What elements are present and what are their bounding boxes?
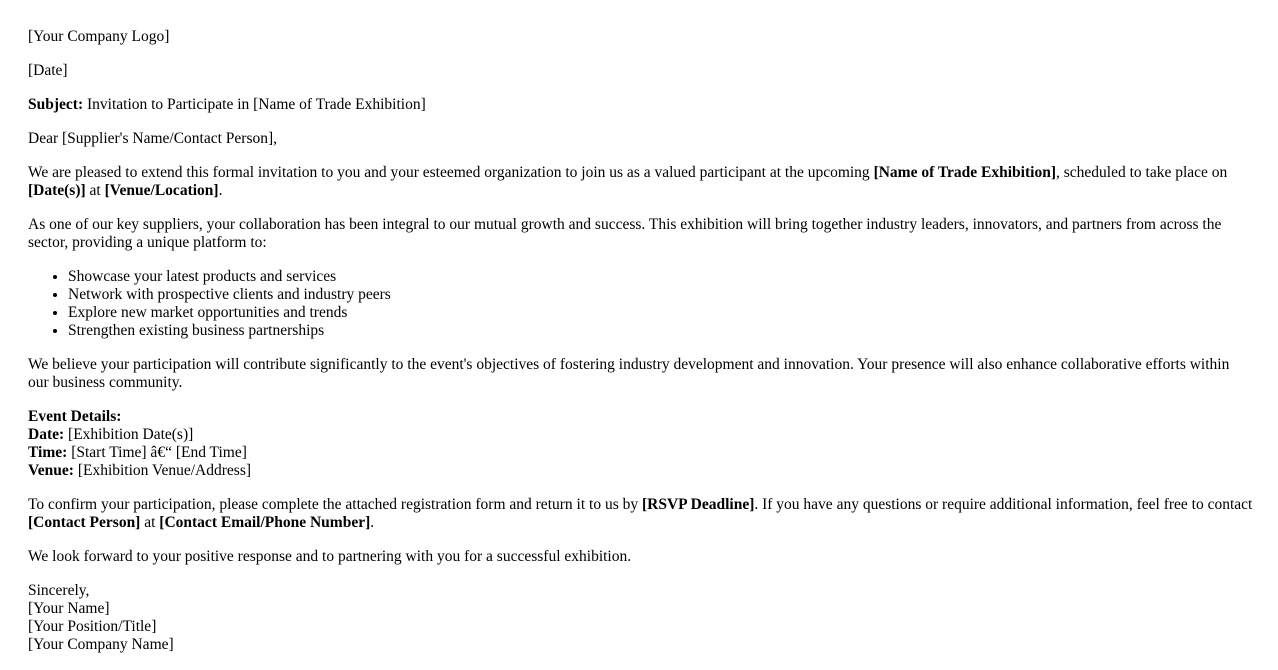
confirm-text: To confirm your participation, please complete the attached registration form and return it to us by	[28, 496, 642, 513]
company-logo-placeholder: [Your Company Logo]	[28, 28, 170, 45]
confirm-text: .	[370, 514, 375, 531]
closing-paragraph: We look forward to your positive response and to partnering with you for a successful exhibition.	[28, 548, 632, 565]
signer-position: [Your Position/Title]	[28, 618, 157, 635]
exhibition-dates: [Date(s)]	[28, 182, 86, 199]
exhibition-location: [Venue/Location]	[104, 182, 219, 199]
belief-paragraph: We believe your participation will contribute significantly to the event's objectives of fostering industry development and innovation. Your presence will also enhance collaborative efforts within our business community.	[28, 356, 1230, 391]
intro-text: .	[218, 182, 223, 199]
event-time-line	[28, 444, 1253, 462]
signer-company: [Your Company Name]	[28, 636, 174, 653]
event-time-value: [Start Time] â€“ [End Time]	[67, 444, 247, 461]
collaboration-paragraph: As one of our key suppliers, your collaboration has been integral to our mutual growth and success. This exhibition will bring together industry leaders, innovators, and partners from across the sector, providing a unique platform to:	[28, 216, 1222, 251]
rsvp-deadline: [RSVP Deadline]	[641, 496, 755, 513]
list-item: • Network with prospective clients and industry peers	[68, 286, 1253, 304]
letter-document	[28, 28, 1253, 670]
contact-person: [Contact Person]	[28, 514, 141, 531]
benefits-list	[28, 268, 1253, 340]
event-date-label: Date:	[28, 426, 65, 443]
event-details	[28, 408, 1253, 480]
subject-label: Subject:	[28, 96, 84, 113]
signature-block	[28, 582, 1253, 654]
valediction: Sincerely,	[28, 582, 90, 599]
list-item: • Showcase your latest products and services	[68, 268, 1253, 286]
event-date-value: [Exhibition Date(s)]	[64, 426, 194, 443]
subject-text: Invitation to Participate in [Name of Trade Exhibition]	[83, 96, 426, 113]
intro-paragraph	[28, 164, 1253, 200]
signer-name: [Your Name]	[28, 600, 110, 617]
exhibition-name: [Name of Trade Exhibition]	[873, 164, 1056, 181]
confirm-paragraph	[28, 496, 1253, 532]
list-item: • Explore new market opportunities and trends	[68, 304, 1253, 322]
intro-text: at	[85, 182, 105, 199]
intro-text: , scheduled to take place on	[1055, 164, 1228, 181]
letter-date: [Date]	[28, 62, 68, 79]
contact-info: [Contact Email/Phone Number]	[159, 514, 371, 531]
event-venue-line	[28, 462, 1253, 480]
event-details-heading: Event Details:	[28, 408, 122, 425]
list-item: • Strengthen existing business partnerships	[68, 322, 1253, 340]
event-time-label: Time:	[28, 444, 68, 461]
event-date-line	[28, 426, 1253, 444]
intro-text: We are pleased to extend this formal invitation to you and your esteemed organization to join us as a valued participant at the upcoming	[28, 164, 874, 181]
confirm-text: at	[140, 514, 160, 531]
event-venue-label: Venue:	[28, 462, 74, 479]
letter-subject	[28, 96, 1253, 114]
event-venue-value: [Exhibition Venue/Address]	[73, 462, 252, 479]
confirm-text: . If you have any questions or require additional information, feel free to contact	[754, 496, 1253, 513]
letter-greeting: Dear [Supplier's Name/Contact Person],	[28, 130, 278, 147]
